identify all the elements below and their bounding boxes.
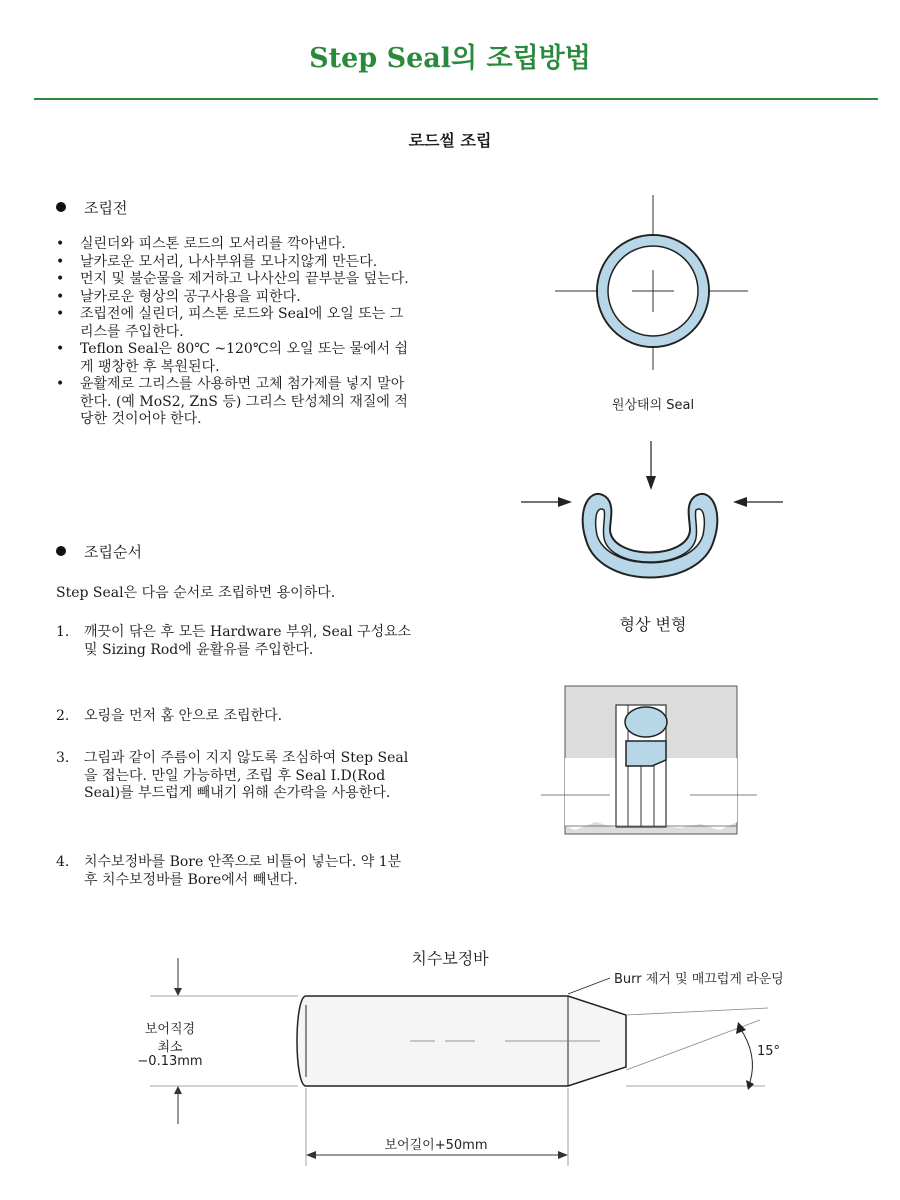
page-title: Step Seal의 조립방법 (309, 43, 591, 74)
seal-ring-figure (555, 195, 748, 370)
list-item: • 날카로운 모서리, 나사부위를 모나지않게 만든다. (56, 254, 416, 272)
step-number: 2. (56, 708, 70, 724)
list-item: • 조립전에 실린더, 피스톤 로드와 Seal에 오일 또는 그리스를 주입한다. (56, 306, 416, 341)
assembly-order-heading-text: 조립순서 (84, 543, 142, 561)
deformed-seal-figure (521, 441, 783, 578)
ring-caption: 원상태의 Seal (611, 398, 695, 413)
bar-title: 치수보정바 (411, 949, 489, 968)
step-text: 치수보정바를 Bore 안쪽으로 비틀어 넣는다. 약 1분 후 치수보정바를 Bore에서 빼낸다. (84, 854, 402, 888)
step-seal (626, 741, 666, 766)
groove-section-figure (541, 686, 757, 834)
list-item: • 먼지 및 불순물을 제거하고 나사산의 끝부분을 덮는다. (56, 271, 416, 289)
step-number: 1. (56, 624, 70, 640)
step-number: 3. (56, 750, 70, 766)
step-number: 4. (56, 854, 70, 870)
o-ring (625, 707, 667, 737)
list-item: • 날카로운 형상의 공구사용을 피한다. (56, 289, 416, 307)
step-text: 오링을 먼저 홈 안으로 조립한다. (84, 708, 283, 724)
before-assembly-heading-text: 조립전 (84, 199, 128, 217)
bore-diameter-label: 보어직경 (144, 1022, 196, 1037)
burr-note: Burr 제거 및 매끄럽게 라운딩 (614, 972, 784, 987)
bore-length-label: 보어길이+50mm (384, 1138, 488, 1153)
section-subtitle: 로드씰 조립 (408, 131, 492, 150)
list-item: • 윤활제로 그리스를 사용하면 고체 첨가제를 넣지 말아 한다. (예 MoS2, ZnS 등) 그리스 탄성체의 재질에 적당한 것이어야 한다. (56, 376, 416, 429)
list-item: • Teflon Seal은 80℃ ~120℃의 오일 또는 물에서 쉽게 팽창한 후 복원된다. (56, 341, 416, 376)
bore-tolerance-label: −0.13mm (137, 1054, 203, 1069)
arrow-right-icon (558, 1151, 568, 1159)
list-item: • 실린더와 피스톤 로드의 모서리를 깍아낸다. (56, 236, 416, 254)
bore-min-label: 최소 (157, 1040, 183, 1055)
assembly-intro: Step Seal은 다음 순서로 조립하면 용이하다. (56, 585, 336, 601)
arrow-left-icon (306, 1151, 316, 1159)
arrow-down-icon (646, 476, 656, 490)
arrow-right-icon (558, 497, 572, 507)
arrow-left-icon (733, 497, 747, 507)
step-text: 깨끗이 닦은 후 모든 Hardware 부위, Seal 구성요소 및 Sizing Rod에 윤활유를 주입한다. (84, 624, 412, 658)
angle-label: 15° (757, 1044, 781, 1059)
step-text: 그림과 같이 주름이 지지 않도록 조심하여 Step Seal을 접는다. 만일 가능하면, 조립 후 Seal I.D(Rod Seal)를 부드럽게 빼내기 위해 손가락을 사용한다. (84, 750, 409, 801)
deform-caption: 형상 변형 (619, 615, 687, 634)
